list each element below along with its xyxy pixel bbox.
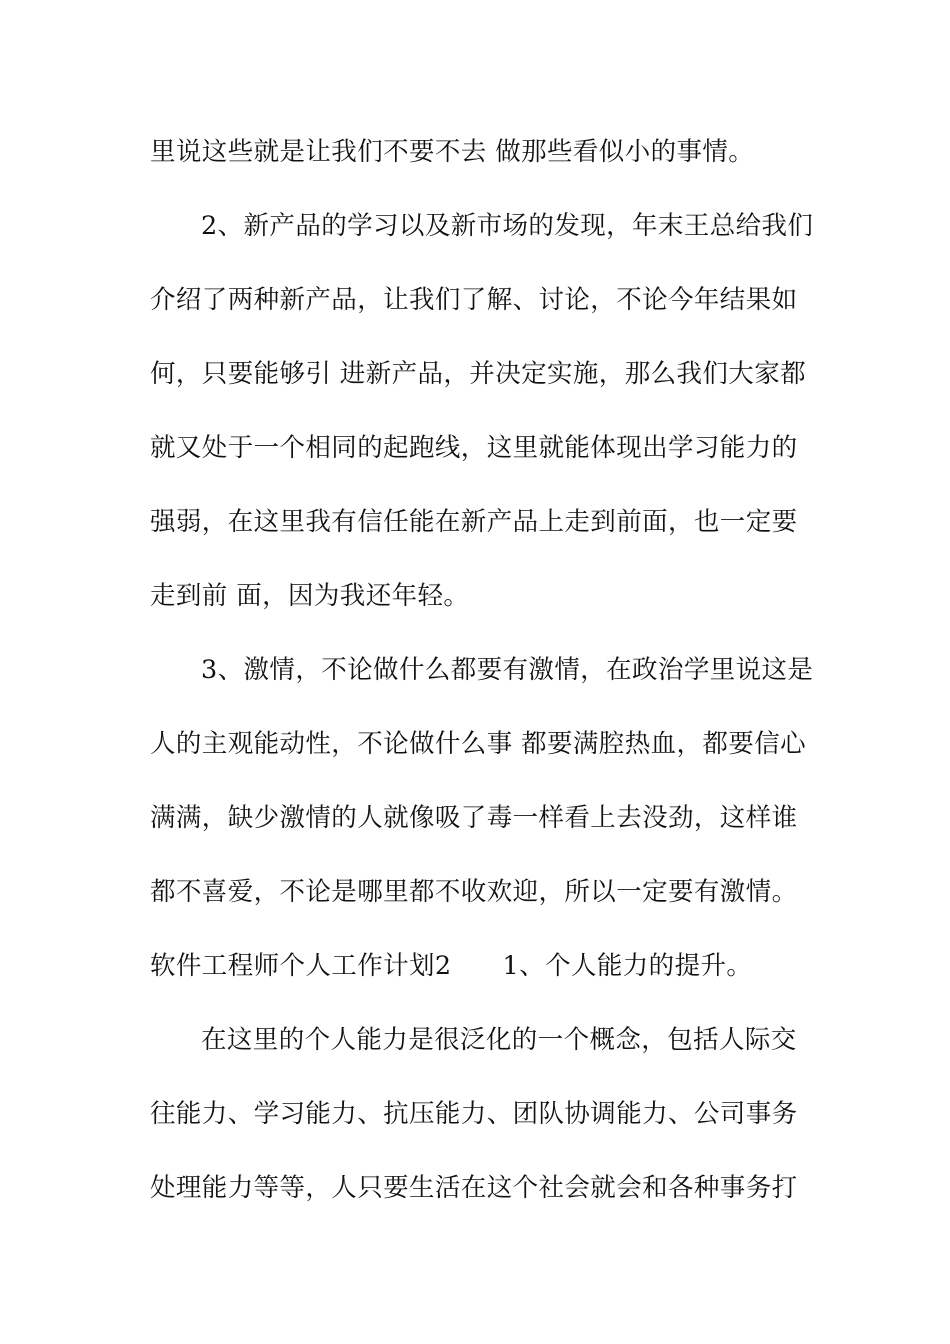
text-line: 人的主观能动性，不论做什么事 都要满腔热血，都要信心 [150, 729, 807, 759]
text-line: 里说这些就是让我们不要不去 做那些看似小的事情。 [150, 137, 755, 167]
paragraph-start-line: 2、新产品的学习以及新市场的发现，年末王总给我们 [201, 211, 814, 241]
text-line: 就又处于一个相同的起跑线，这里就能体现出学习能力的 [150, 433, 798, 463]
paragraph-start-line: 3、激情，不论做什么都要有激情，在政治学里说这是 [201, 655, 814, 685]
section-heading-line: 软件工程师个人工作计划2 1、个人能力的提升。 [150, 951, 753, 981]
text-line: 往能力、学习能力、抗压能力、团队协调能力、公司事务 [150, 1099, 798, 1129]
text-line: 都不喜爱，不论是哪里都不收欢迎，所以一定要有激情。 [150, 877, 798, 907]
text-line: 何，只要能够引 进新产品，并决定实施，那么我们大家都 [150, 359, 807, 389]
text-line: 强弱，在这里我有信任能在新产品上走到前面，也一定要 [150, 507, 798, 537]
text-line: 走到前 面，因为我还年轻。 [150, 581, 470, 611]
text-line: 满满，缺少激情的人就像吸了毒一样看上去没劲，这样谁 [150, 803, 798, 833]
paragraph-start-line: 在这里的个人能力是很泛化的一个概念，包括人际交 [201, 1025, 797, 1055]
text-line: 介绍了两种新产品，让我们了解、讨论，不论今年结果如 [150, 285, 798, 315]
text-line: 处理能力等等，人只要生活在这个社会就会和各种事务打 [150, 1173, 798, 1203]
